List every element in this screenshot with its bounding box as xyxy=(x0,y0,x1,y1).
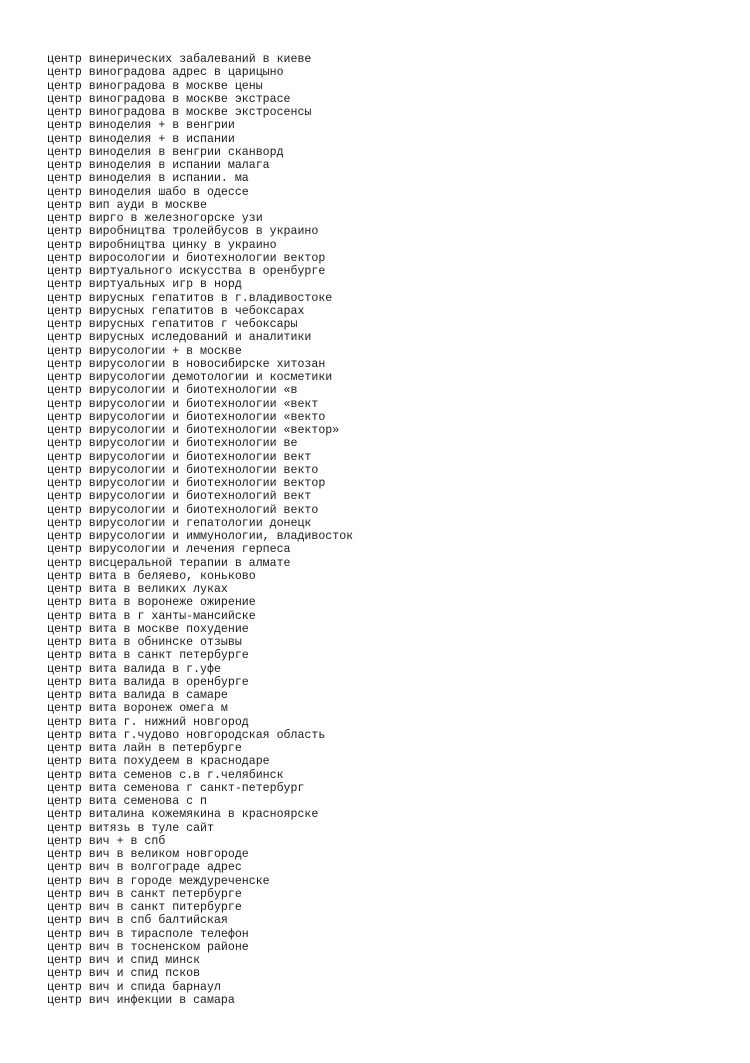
text-line: центр вита валида в самаре xyxy=(47,689,228,702)
text-line: центр вирусологии и биотехнологий векто xyxy=(47,503,319,517)
text-line: центр вирусологии + в москве xyxy=(47,344,242,358)
text-line: центр вич в великом новгороде xyxy=(47,848,249,861)
text-line: центр винерических забалеваний в киеве xyxy=(47,53,312,66)
text-line: центр вич в тосненском районе xyxy=(47,940,249,954)
text-line: центр вирусологии и биотехнологии «вект xyxy=(47,397,319,411)
text-line: центр вирусных гепатитов в г.владивостоке xyxy=(47,291,333,305)
text-line: центр вирусологии и биотехнологии вектор xyxy=(47,477,326,490)
text-line: центр вирусных гепатитов в чебоксарах xyxy=(47,304,305,318)
text-line: центр виноделия шабо в одессе xyxy=(47,185,249,199)
text-line: центр виноделия в испании. ма xyxy=(47,172,249,186)
text-line: центр вирусологии и биотехнологии «векто xyxy=(47,410,326,424)
text-line: центр виробництва цинку в украино xyxy=(47,238,277,252)
text-line: центр вита г. нижний новгород xyxy=(47,715,249,729)
text-line: центр вич и спид минск xyxy=(47,954,201,967)
text-line: центр вич в волгограде адрес xyxy=(47,861,242,875)
text-line: центр вирусологии в новосибирске хитозан xyxy=(47,357,326,371)
text-line: центр вита в воронеже ожирение xyxy=(47,596,256,610)
text-line: центр вита г.чудово новгородская область xyxy=(47,728,326,742)
text-line: центр вирусологии и биотехнологии «вектор» xyxy=(47,424,340,437)
text-line: центр вита семенов с.в г.челябинск xyxy=(47,768,284,782)
text-line: центр вирусных иследований и аналитики xyxy=(47,331,312,345)
text-line: центр вита похудеем в краснодаре xyxy=(47,755,270,769)
text-line: центр вич в спб балтийская xyxy=(47,914,228,928)
text-line: центр вирусологии демотологии и косметики xyxy=(47,371,333,384)
text-line: центр вита валида в г.уфе xyxy=(47,662,221,676)
text-line: центр вирусологии и лечения герпеса xyxy=(47,543,291,557)
text-line: центр виноделия в испании малага xyxy=(47,159,270,172)
text-line: центр вич в санкт петербурге xyxy=(47,887,242,901)
search-phrase-list xyxy=(47,53,727,1007)
text-line: центр вич и спид псков xyxy=(47,967,201,981)
text-line: центр вита валида в оренбурге xyxy=(47,675,249,689)
text-line: центр вита в обнинске отзывы xyxy=(47,636,242,649)
text-line: центр вирго в железногорске узи xyxy=(47,212,263,225)
text-line: центр витязь в туле сайт xyxy=(47,821,214,835)
text-line: центр вирусных гепатитов г чебоксары xyxy=(47,318,298,331)
text-line: центр виробництва тролейбусов в украино xyxy=(47,225,319,239)
text-line: центр вип ауди в москве xyxy=(47,198,208,212)
text-line: центр вита семенова г санкт-петербург xyxy=(47,781,305,795)
text-line: центр виноградова в москве экстрасе xyxy=(47,92,291,106)
text-line: центр вита лайн в петербурге xyxy=(47,742,242,755)
text-line: центр вита в великих луках xyxy=(47,583,228,596)
text-line: центр вирусологии и биотехнологий вект xyxy=(47,490,312,504)
text-line: центр вирусологии и биотехнологии ве xyxy=(47,437,298,451)
text-line: центр виноделия + в венгрии xyxy=(47,119,235,133)
text-line: центр виртуальных игр в норд xyxy=(47,278,242,292)
text-line: центр вирусологии и биотехнологии вект xyxy=(47,450,312,464)
text-line: центр вита в г ханты-мансийске xyxy=(47,609,256,623)
text-line: центр вич в санкт питербурге xyxy=(47,901,242,914)
text-line: центр виросологии и биотехнологии вектор xyxy=(47,251,326,265)
text-line: центр вита в санкт петербурге xyxy=(47,649,249,663)
text-line: центр вирусологии и гепатологии донецк xyxy=(47,516,312,530)
text-line: центр виноградова адрес в царицыно xyxy=(47,66,284,80)
text-line: центр вита в беляево, коньково xyxy=(47,569,256,583)
text-line: центр вич инфекции в самара xyxy=(47,993,235,1007)
text-line: центр вич в городе междуреченске xyxy=(47,874,270,888)
text-line: центр виноделия в венгрии сканворд xyxy=(47,145,284,159)
text-line: центр вич + в спб xyxy=(47,834,166,848)
text-line: центр вита воронеж омега м xyxy=(47,702,228,716)
text-line: центр вирусологии и иммунологии, владивосток xyxy=(47,530,354,543)
text-line: центр виноградова в москве экстросенсы xyxy=(47,106,312,119)
text-line: центр виталина кожемякина в красноярске xyxy=(47,808,319,822)
text-line: центр вирусологии и биотехнологии «в xyxy=(47,384,298,398)
text-line: центр висцеральной терапии в алмате xyxy=(47,556,291,570)
text-line: центр виноградова в москве цены xyxy=(47,79,263,93)
text-line: центр вич и спида барнаул xyxy=(47,980,221,994)
text-line: центр виртуального искусства в оренбурге xyxy=(47,265,326,278)
text-line: центр вирусологии и биотехнологии векто xyxy=(47,463,319,477)
text-line: центр вич в тирасполе телефон xyxy=(47,927,249,941)
text-line: центр виноделия + в испании xyxy=(47,132,235,146)
text-line: центр вита в москве похудение xyxy=(47,622,249,636)
text-line: центр вита семенова с п xyxy=(47,795,208,808)
